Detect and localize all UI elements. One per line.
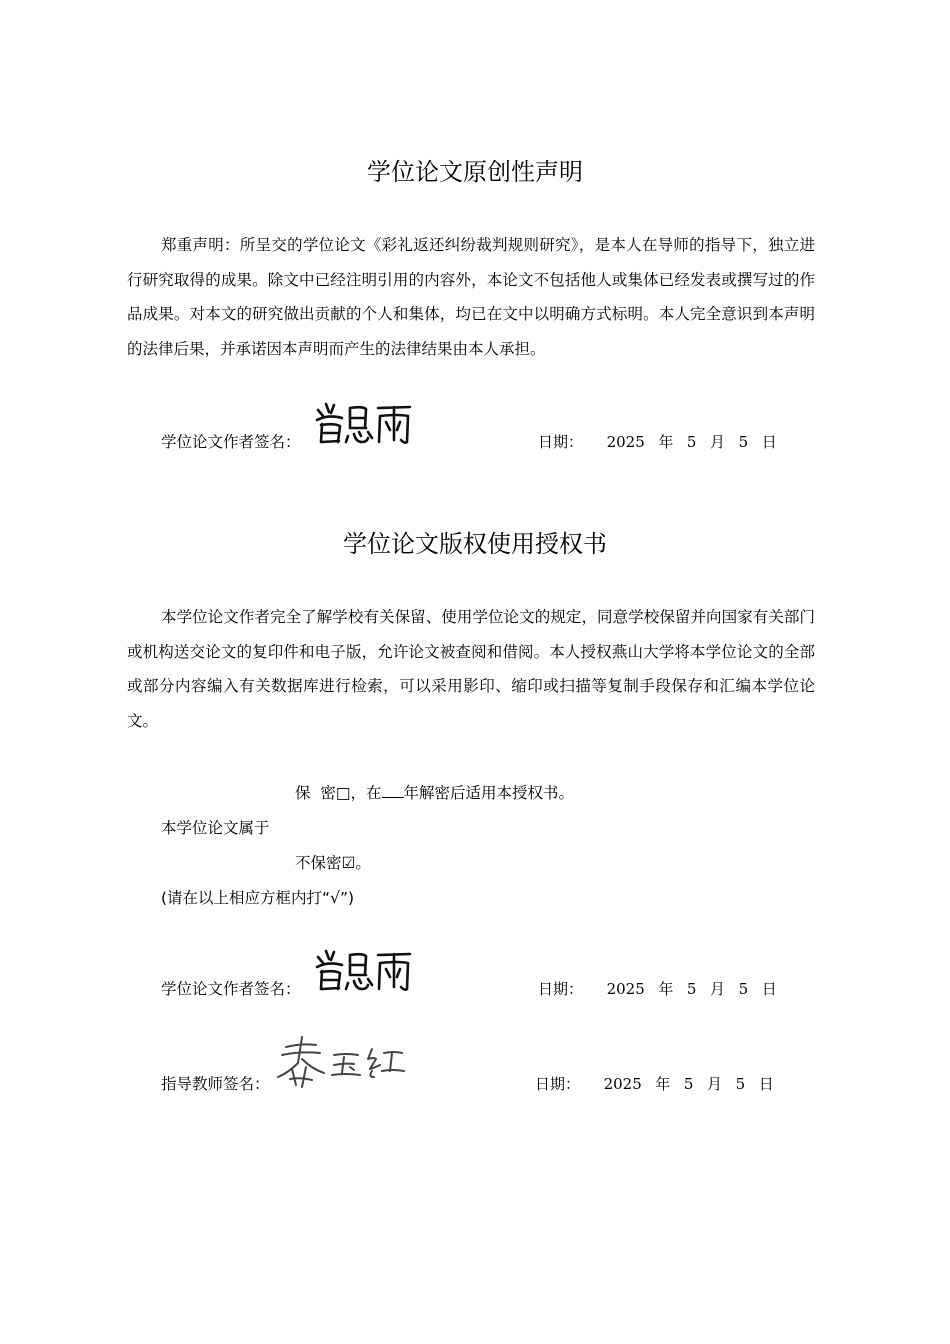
belongs-label: 本学位论文属于 <box>161 819 270 837</box>
author-signature-image <box>312 398 416 448</box>
date-day-unit: 日 <box>758 1075 774 1093</box>
date-day-unit: 日 <box>761 980 777 998</box>
date-day-unit: 日 <box>761 433 777 451</box>
authorization-author-sign-label: 学位论文作者签名： <box>161 980 301 998</box>
secret-option <box>295 782 574 804</box>
declaration-date <box>538 431 777 453</box>
date-day: 5 <box>735 1075 746 1093</box>
advisor-signature-image <box>272 1033 414 1093</box>
secret-years-blank <box>382 783 404 798</box>
date-year: 2025 <box>606 433 645 451</box>
date-year-unit: 年 <box>658 980 674 998</box>
check-note: (请在以上相应方框内打“√”) <box>161 889 355 907</box>
date-year-unit: 年 <box>655 1075 671 1093</box>
date-month: 5 <box>686 433 697 451</box>
declaration-title: 学位论文原创性声明 <box>367 158 583 186</box>
date-label: 日期： <box>538 433 584 451</box>
secret-option-suffix: 年解密后适用本授权书。 <box>403 784 575 802</box>
date-label: 日期： <box>535 1075 581 1093</box>
date-day: 5 <box>738 433 749 451</box>
date-month-unit: 月 <box>707 1075 723 1093</box>
date-year: 2025 <box>606 980 645 998</box>
date-year-unit: 年 <box>658 433 674 451</box>
authorization-body: 本学位论文作者完全了解学校有关保留、使用学位论文的规定，同意学校保留并向国家有关部门或机构送交论文的复印件和电子版，允许论文被查阅和借阅。本人授权燕山大学将本学位论文的全部或部分内容编入有关数据库进行检索，可以采用影印、缩印或扫描等复制手段保存和汇编本学位论文。 <box>127 608 815 730</box>
date-month: 5 <box>686 980 697 998</box>
date-label: 日期： <box>538 980 584 998</box>
advisor-sign-label: 指导教师签名： <box>161 1075 270 1093</box>
author-signature-image-2 <box>312 945 416 995</box>
secret-option-prefix: 保 密□，在 <box>295 784 382 802</box>
date-month-unit: 月 <box>710 980 726 998</box>
declaration-author-sign-label: 学位论文作者签名： <box>161 433 301 451</box>
date-day: 5 <box>738 980 749 998</box>
authorization-author-date <box>538 978 777 1000</box>
authorization-title: 学位论文版权使用授权书 <box>343 530 607 558</box>
date-month-unit: 月 <box>710 433 726 451</box>
not-secret-option: 不保密☑。 <box>295 854 371 872</box>
date-year: 2025 <box>603 1075 642 1093</box>
declaration-body: 郑重声明：所呈交的学位论文《彩礼返还纠纷裁判规则研究》，是本人在导师的指导下，独立进行研究取得的成果。除文中已经注明引用的内容外，本论文不包括他人或集体已经发表或撰写过的作品成果。对本文的研究做出贡献的个人和集体，均已在文中以明确方式标明。本人完全意识到本声明的法律后果，并承诺因本声明而产生的法律结果由本人承担。 <box>127 236 815 358</box>
advisor-date <box>535 1073 774 1095</box>
date-month: 5 <box>683 1075 694 1093</box>
